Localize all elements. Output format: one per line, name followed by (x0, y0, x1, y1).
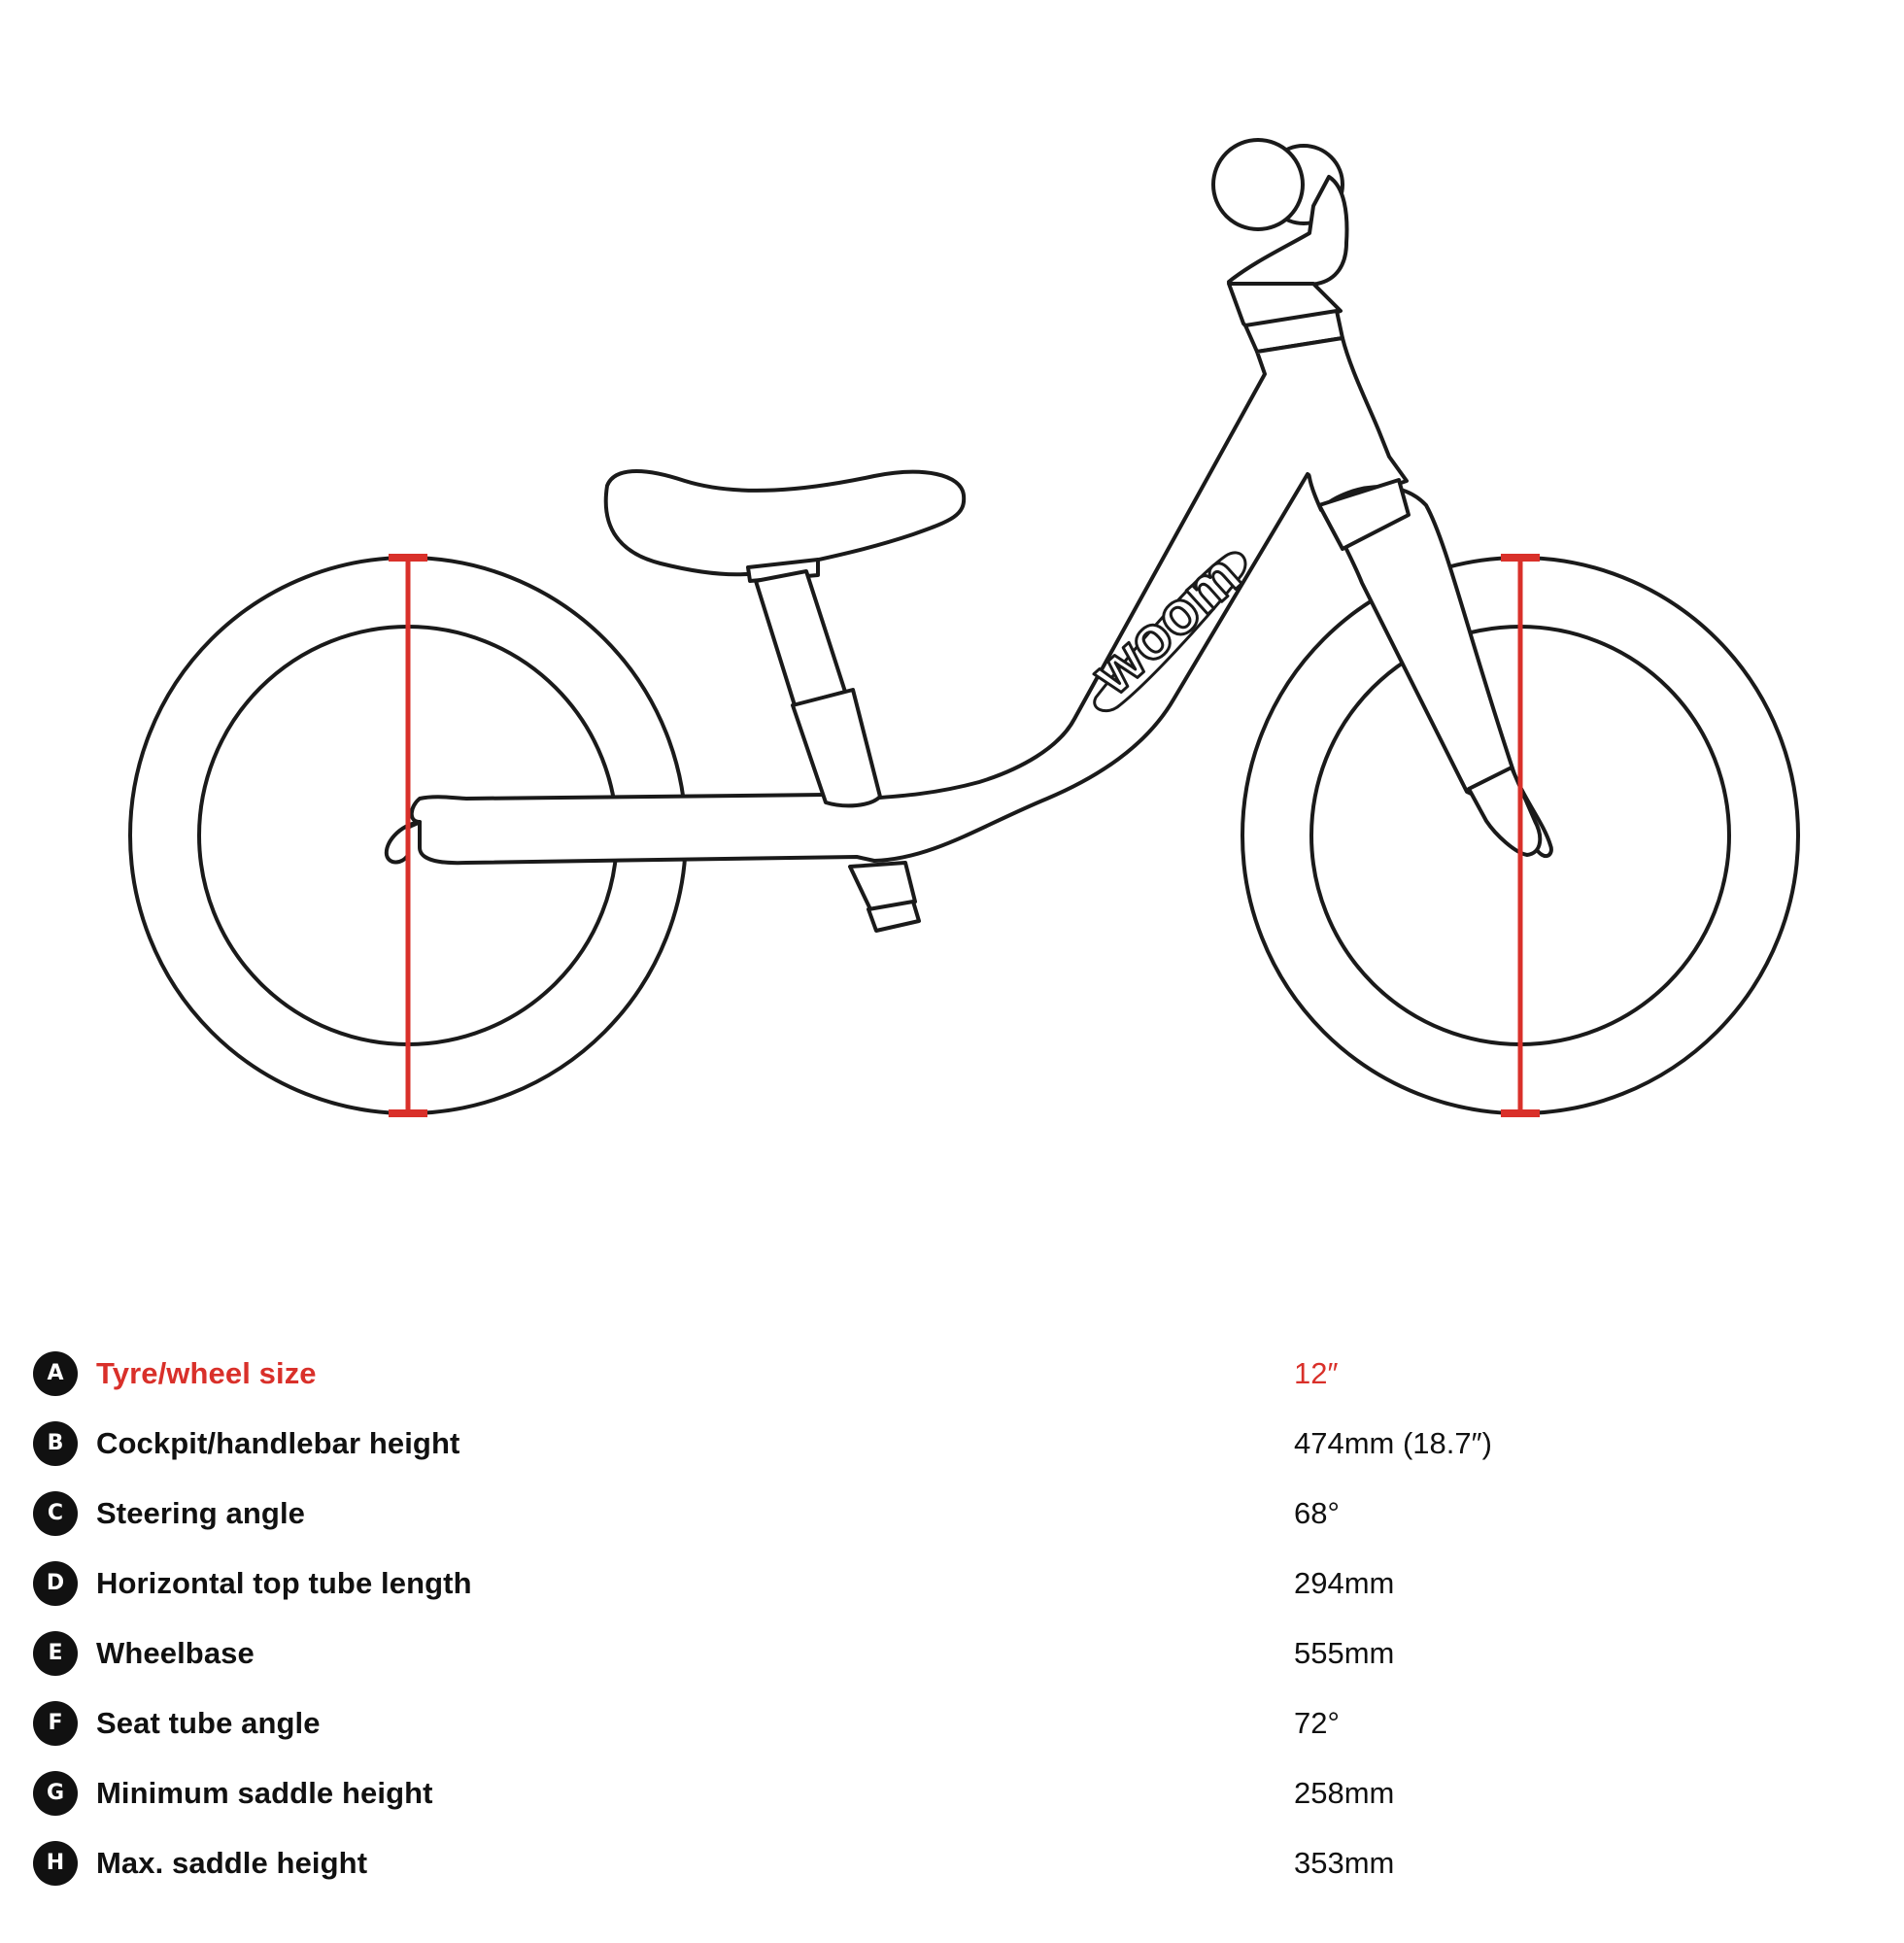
spec-value: 68° (1294, 1496, 1340, 1530)
spec-label: Seat tube angle (96, 1706, 321, 1740)
spec-row-steering-angle (0, 1485, 1904, 1544)
spec-value: 12″ (1294, 1356, 1339, 1390)
spec-row-wheelbase (0, 1625, 1904, 1684)
spec-value: 474mm (18.7″) (1294, 1426, 1492, 1460)
spec-value: 555mm (1294, 1636, 1395, 1670)
spec-label: Steering angle (96, 1496, 306, 1530)
spec-label: Wheelbase (96, 1636, 255, 1670)
spec-letter-badge: C (33, 1491, 78, 1536)
woom-logo-text: woom (1079, 541, 1254, 708)
spec-value: 353mm (1294, 1846, 1395, 1880)
saddle (606, 471, 964, 574)
spec-row-cockpit-height (0, 1415, 1904, 1474)
spec-letter-badge: E (33, 1631, 78, 1676)
spec-letter-badge: G (33, 1771, 78, 1816)
bike-frame (412, 338, 1407, 863)
spec-letter-badge: F (33, 1701, 78, 1746)
seat-post (756, 571, 845, 705)
spec-letter-badge: D (33, 1561, 78, 1606)
spec-row-top-tube-length (0, 1555, 1904, 1614)
spec-label: Horizontal top tube length (96, 1566, 472, 1600)
spec-letter-badge: H (33, 1841, 78, 1886)
spec-label: Tyre/wheel size (96, 1356, 317, 1390)
spec-row-tyre-wheel-size (0, 1346, 1904, 1404)
spec-letter-badge: B (33, 1421, 78, 1466)
rear-dropout (387, 822, 420, 863)
spec-value: 72° (1294, 1706, 1340, 1740)
spec-label: Cockpit/handlebar height (96, 1426, 460, 1460)
spec-row-min-saddle-height (0, 1765, 1904, 1824)
spec-letter-badge: A (33, 1351, 78, 1396)
spec-row-max-saddle-height (0, 1835, 1904, 1893)
spec-row-seat-tube-angle (0, 1695, 1904, 1754)
spec-value: 294mm (1294, 1566, 1395, 1600)
spec-label: Max. saddle height (96, 1846, 368, 1880)
spec-label: Minimum saddle height (96, 1776, 433, 1810)
spec-value: 258mm (1294, 1776, 1395, 1810)
seat-tube (793, 690, 880, 805)
